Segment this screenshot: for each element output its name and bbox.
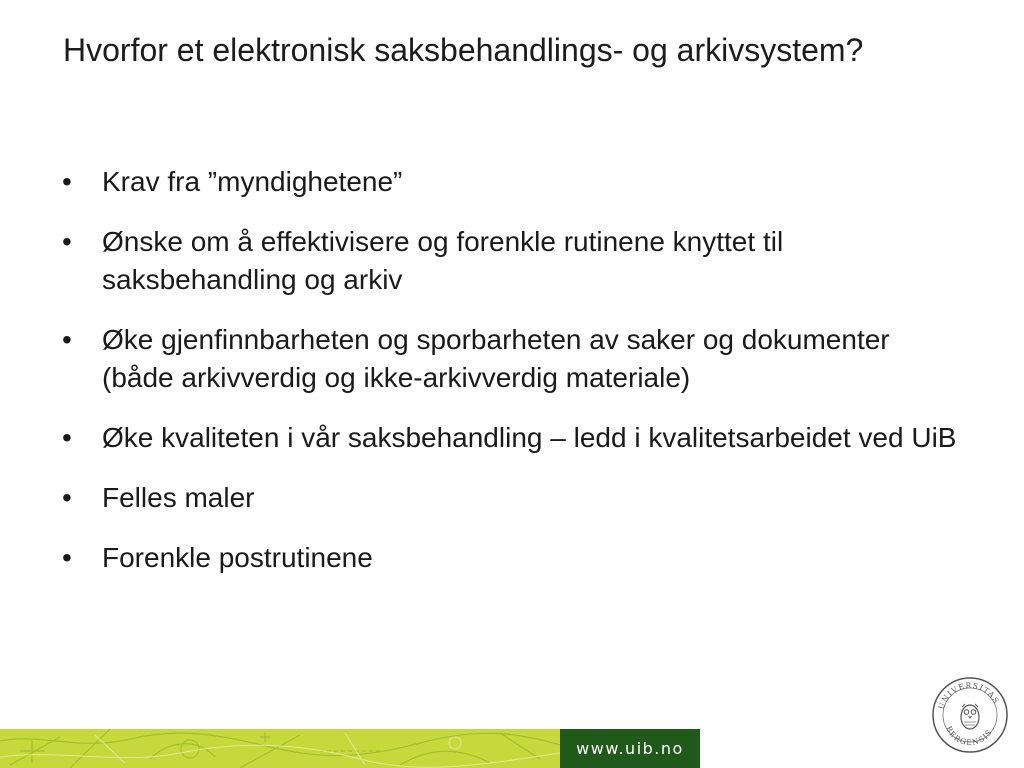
bullet-text: Øke kvaliteten i vår saksbehandling – ledd i kvalitetsarbeidet ved UiB (102, 422, 957, 453)
bullet-text: Forenkle postrutinene (102, 542, 373, 573)
bullet-item (62, 223, 962, 299)
bullet-marker: • (62, 226, 72, 257)
footer-url-link[interactable]: www.uib.no (576, 739, 684, 758)
footer-url-box (560, 729, 700, 768)
bullet-marker: • (62, 482, 72, 513)
bullet-marker: • (62, 422, 72, 453)
bullet-item (62, 321, 962, 397)
bullet-marker: • (62, 542, 72, 573)
bullet-marker: • (62, 166, 72, 197)
bullet-text: Felles maler (102, 482, 255, 513)
slide-title: Hvorfor et elektronisk saksbehandlings- og arkivsystem? (63, 32, 864, 68)
university-seal-icon (931, 676, 1009, 754)
bullet-text: Krav fra ”myndighetene” (102, 166, 403, 197)
bullet-item (62, 419, 962, 457)
bullet-list (62, 163, 962, 599)
bullet-item (62, 479, 962, 517)
bullet-item (62, 163, 962, 201)
svg-text:UNIVERSITAS: UNIVERSITAS (936, 680, 1002, 711)
bullet-item (62, 539, 962, 577)
bullet-text: Øke gjenfinnbarheten og sporbarheten av saker og dokumenter (både arkivverdig og ikke-arkivverdig materiale) (102, 324, 890, 393)
svg-text:BERGENSIS: BERGENSIS (944, 724, 995, 748)
bullet-text: Ønske om å effektivisere og forenkle rutinene knyttet til saksbehandling og arkiv (102, 226, 784, 295)
bullet-marker: • (62, 324, 72, 355)
